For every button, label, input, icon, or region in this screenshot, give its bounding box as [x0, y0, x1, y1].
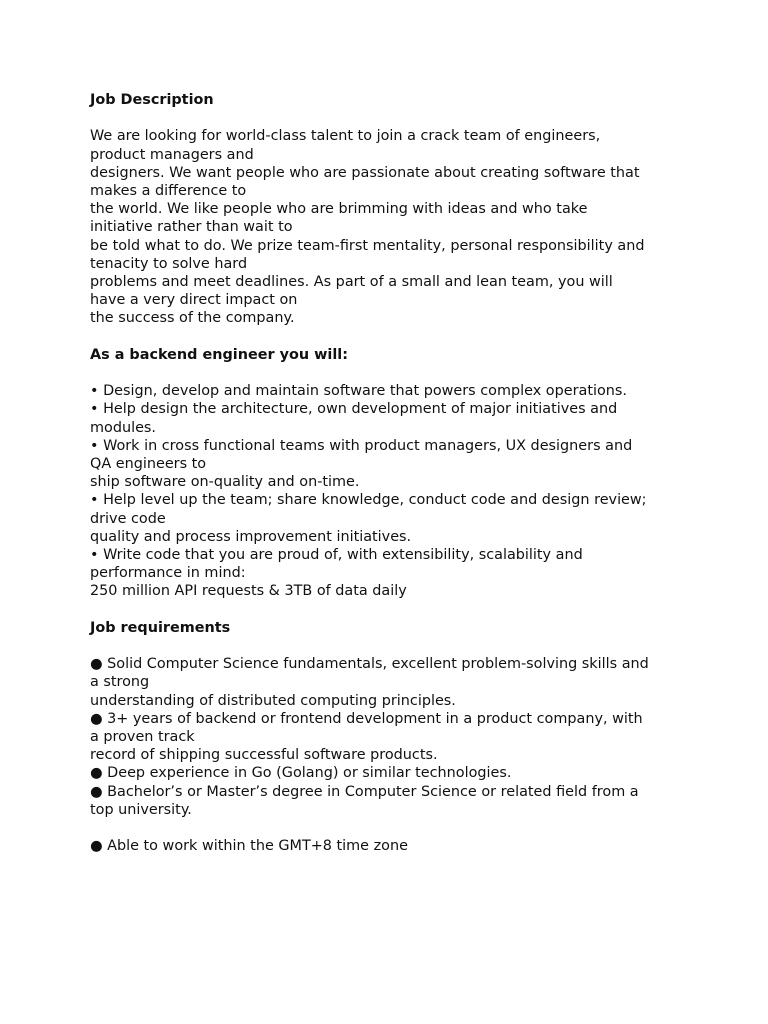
paragraph-line: the success of the company.	[90, 310, 295, 327]
list-item: a proven track	[90, 729, 195, 746]
list-item: modules.	[90, 419, 157, 436]
spacer	[90, 601, 690, 619]
list-item: QA engineers to	[90, 456, 207, 473]
list-item: drive code	[90, 510, 166, 527]
spacer	[90, 637, 690, 655]
list-item: • Help design the architecture, own development of major initiatives and	[90, 401, 618, 418]
list-item: ● 3+ years of backend or frontend development in a product company, with	[90, 710, 643, 727]
list-item: quality and process improvement initiatives.	[90, 528, 412, 545]
job-posting-document	[90, 91, 690, 855]
paragraph-line: We are looking for world-class talent to join a crack team of engineers,	[90, 128, 601, 145]
job-requirements-heading: Job requirements	[90, 619, 231, 636]
job-requirements-list	[90, 655, 690, 819]
list-item: top university.	[90, 801, 192, 818]
paragraph-line: the world. We like people who are brimming with ideas and who take	[90, 201, 588, 218]
paragraph-line: makes a difference to	[90, 183, 247, 199]
job-description-heading: Job Description	[90, 92, 214, 108]
job-description-paragraph	[90, 127, 690, 327]
paragraph-line: tenacity to solve hard	[90, 255, 248, 272]
list-item: • Design, develop and maintain software that powers complex operations.	[90, 383, 627, 400]
list-item: • Help level up the team; share knowledge, conduct code and design review;	[90, 492, 647, 509]
list-item: ● Bachelor’s or Master’s degree in Computer Science or related field from a	[90, 783, 639, 800]
paragraph-line: problems and meet deadlines. As part of a small and lean team, you will	[90, 274, 613, 291]
list-item: performance in mind:	[90, 565, 246, 582]
paragraph-line: initiative rather than wait to	[90, 219, 293, 236]
list-item: a strong	[90, 674, 150, 691]
list-item: understanding of distributed computing principles.	[90, 692, 456, 709]
paragraph-line: have a very direct impact on	[90, 292, 298, 309]
spacer	[90, 819, 690, 837]
list-item: record of shipping successful software products.	[90, 747, 438, 764]
list-item: ● Solid Computer Science fundamentals, excellent problem-solving skills and	[90, 656, 649, 673]
spacer	[90, 364, 690, 382]
list-item: • Work in cross functional teams with product managers, UX designers and	[90, 437, 633, 454]
paragraph-line: be told what to do. We prize team-first mentality, personal responsibility and	[90, 237, 645, 254]
list-item-timezone: ● Able to work within the GMT+8 time zone	[90, 838, 408, 855]
paragraph-line: product managers and	[90, 146, 254, 163]
backend-responsibilities-list	[90, 382, 690, 600]
list-item: ● Deep experience in Go (Golang) or similar technologies.	[90, 765, 512, 782]
spacer	[90, 109, 690, 127]
backend-engineer-heading: As a backend engineer you will:	[90, 346, 348, 363]
list-item: • Write code that you are proud of, with extensibility, scalability and	[90, 547, 583, 564]
paragraph-line: designers. We want people who are passionate about creating software that	[90, 164, 640, 181]
list-item: 250 million API requests & 3TB of data daily	[90, 583, 407, 600]
spacer	[90, 328, 690, 346]
list-item: ship software on-quality and on-time.	[90, 474, 360, 491]
